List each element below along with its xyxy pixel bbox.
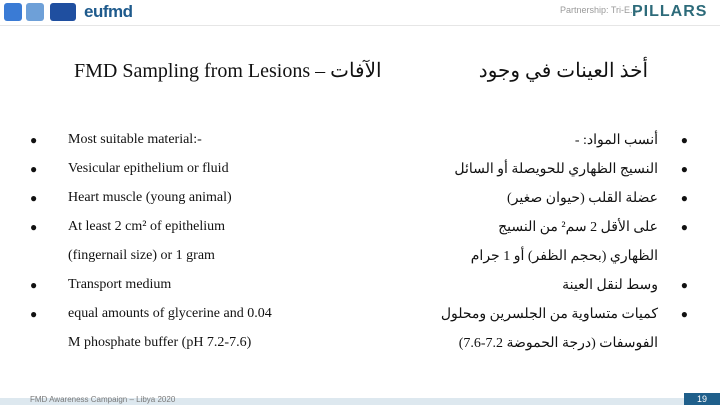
- list-item-continuation: M phosphate buffer (pH 7.2-7.6): [68, 335, 252, 350]
- bullet-icon: ●: [30, 220, 38, 234]
- arabic-bullet-list: [388, 132, 688, 364]
- bullet-icon: ●: [30, 162, 38, 176]
- list-item-continuation: (fingernail size) or 1 gram: [68, 248, 215, 263]
- list-item: ● كميات متساوية من الجلسرين ومحلول: [440, 307, 688, 322]
- list-item-continuation: الفوسفات (درجة الحموضة 7.2-7.6): [458, 336, 658, 351]
- slide-title-english: FMD Sampling from Lesions – الآفات: [74, 60, 382, 82]
- list-item: ● النسيج الظهاري للحويصلة أو السائل: [454, 162, 688, 177]
- bullet-icon: ●: [680, 191, 688, 205]
- list-item: ● وسط لنقل العينة: [562, 278, 688, 293]
- bullet-icon: ●: [680, 133, 688, 147]
- eu-flag-icon: [50, 3, 76, 21]
- emblem-logo-icon: [26, 3, 44, 21]
- english-bullet-list: [30, 132, 360, 364]
- footer-campaign-text: FMD Awareness Campaign – Libya 2020: [30, 395, 176, 404]
- list-item: ● Transport medium: [30, 277, 172, 292]
- bullet-icon: ●: [30, 133, 38, 147]
- bullet-icon: ●: [680, 307, 688, 321]
- list-item: ● أنسب المواد: -: [574, 133, 688, 148]
- list-item: ● على الأقل 2 سم² من النسيج: [498, 220, 688, 235]
- bullet-icon: ●: [30, 191, 38, 205]
- list-item: ● Most suitable material:-: [30, 132, 202, 147]
- list-item-continuation: الظهاري (بحجم الظفر) أو 1 جرام: [470, 249, 658, 264]
- bullet-icon: ●: [30, 307, 38, 321]
- list-item: ● equal amounts of glycerine and 0.04: [30, 306, 272, 321]
- bullet-icon: ●: [30, 278, 38, 292]
- list-item: ● عضلة القلب (حيوان صغير): [507, 191, 688, 206]
- bullet-icon: ●: [680, 162, 688, 176]
- list-item: ● Vesicular epithelium or fluid: [30, 161, 229, 176]
- bullet-icon: ●: [680, 220, 688, 234]
- page-number: 19: [684, 393, 720, 405]
- bullet-icon: ●: [680, 278, 688, 292]
- list-item: ● Heart muscle (young animal): [30, 190, 232, 205]
- pillars-logo: PILLARS: [632, 3, 708, 20]
- header-bar: [0, 0, 720, 26]
- slide-title-arabic: أخذ العينات في وجود: [478, 60, 648, 82]
- list-item: ● At least 2 cm² of epithelium: [30, 219, 225, 234]
- eufmd-logo: eufmd: [84, 2, 133, 21]
- fao-logo-icon: [4, 3, 22, 21]
- partner-logo-text: Partnership: Tri-E...: [560, 5, 638, 15]
